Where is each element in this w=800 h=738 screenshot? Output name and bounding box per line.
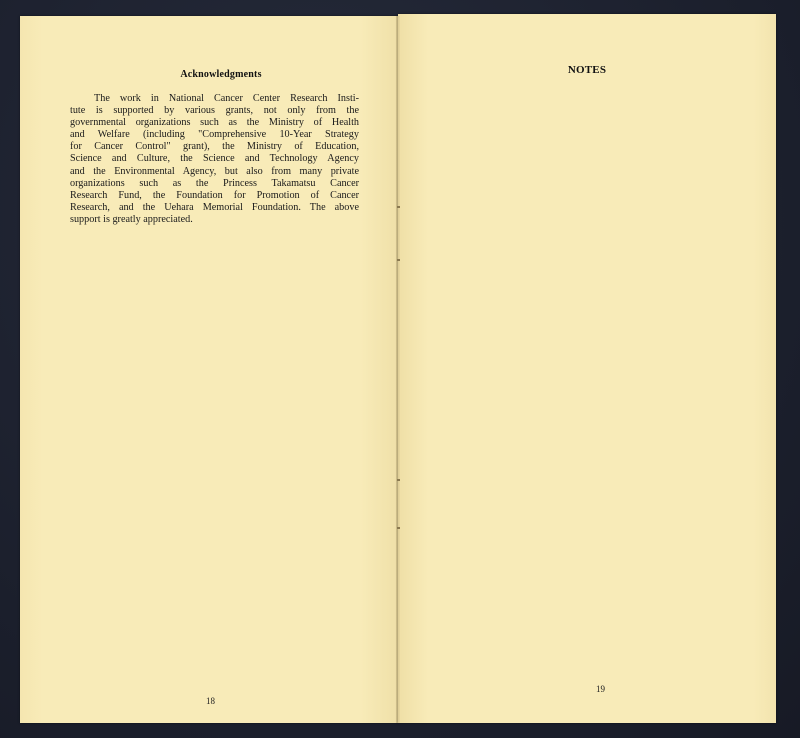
acknowledgments-heading: Acknowledgments — [180, 69, 262, 80]
page-number-right: 19 — [596, 684, 605, 694]
body-line: governmental organizations such as the Ministry of Health — [70, 117, 359, 129]
body-line: Research, and the Uehara Memorial Foundation. The above — [70, 201, 359, 213]
body-line: The work in National Cancer Center Research Insti- — [94, 93, 359, 104]
body-line: for Cancer Control" grant), the Ministry of Education, — [70, 141, 359, 153]
staple-mark — [397, 479, 400, 481]
open-booklet — [20, 16, 776, 723]
body-line: and the Environmental Agency, but also from many private — [70, 165, 359, 177]
staple-mark — [397, 527, 400, 529]
body-line: tute is supported by various grants, not only from the — [70, 105, 359, 117]
left-page — [20, 16, 398, 723]
staple-mark — [397, 206, 400, 208]
body-line: Science and Culture, the Science and Technology Agency — [70, 153, 359, 165]
body-line: Research Fund, the Foundation for Promotion of Cancer — [70, 189, 359, 201]
right-page — [398, 14, 776, 723]
body-line: organizations such as the Princess Takamatsu Cancer — [70, 177, 359, 189]
body-line: support is greatly appreciated. — [70, 213, 193, 225]
body-line: and Welfare (including "Comprehensive 10-Year Strategy — [70, 129, 359, 141]
staple-mark — [397, 259, 400, 261]
acknowledgments-body — [70, 93, 359, 226]
notes-heading: NOTES — [567, 64, 607, 76]
booklet-spine — [396, 16, 400, 723]
page-number-left: 18 — [206, 696, 215, 706]
